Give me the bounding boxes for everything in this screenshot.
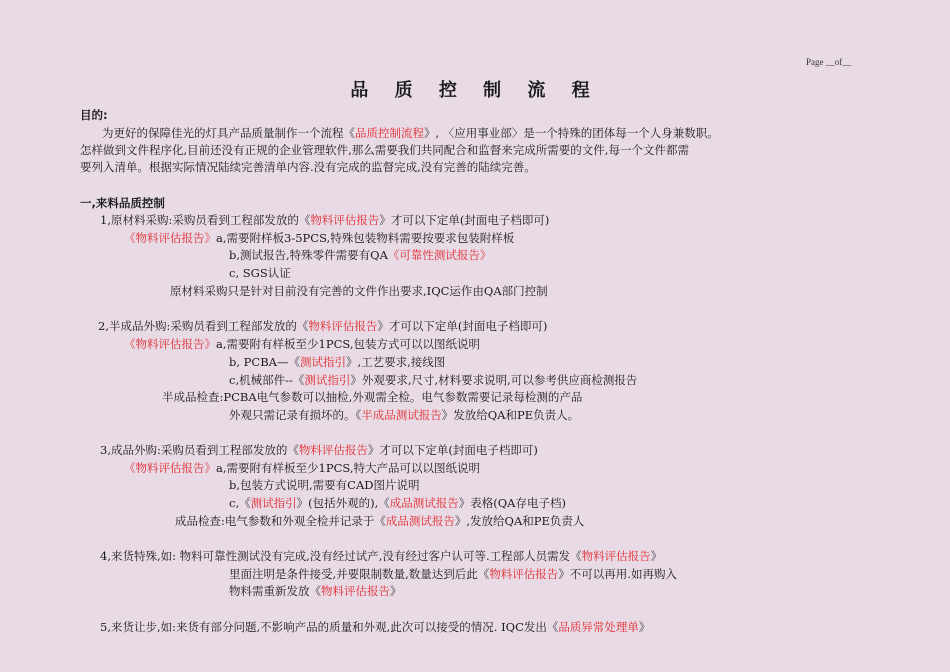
item1-line-5: 原材料采购只是针对目前没有完善的文件作出要求,IQC运作由QA部门控制 (170, 284, 548, 298)
item2-line-1: 2,半成品外购:采购员看到工程部发放的《物料评估报告》才可以下定单(封面电子档即可) (98, 319, 548, 333)
item1-line-1: 1,原材料采购:采购员看到工程部发放的《物料评估报告》才可以下定单(封面电子档即可) (100, 213, 550, 227)
purpose-line-3: 要列入清单。根据实际情况陆续完善清单内容.没有完成的监督完成,没有完善的陆续完善。 (80, 160, 536, 174)
item5-line-1: 5,来货让步,如:来货有部分问题,不影响产品的质量和外观,此次可以接受的情况. IQC发出《品质异常处理单》 (100, 620, 651, 634)
purpose-label: 目的: (80, 108, 108, 122)
item3-line-5: 成品检查:电气参数和外观全检并记录于《成品测试报告》,发放给QA和PE负责人 (175, 514, 585, 528)
document-title: 品 质 控 制 流 程 (350, 80, 600, 101)
item3-line-1: 3,成品外购:采购员看到工程部发放的《物料评估报告》才可以下定单(封面电子档即可) (100, 443, 538, 457)
purpose-line-1: 为更好的保障佳光的灯具产品质量制作一个流程《品质控制流程》, 〈应用事业部〉是一个特殊的团体每一个人身兼数职。 (102, 126, 719, 140)
item3-line-2: 《物料评估报告》a,需要附有样板至少1PCS,特大产品可以以图纸说明 (124, 461, 480, 475)
page-number: Page __of__ (806, 57, 852, 67)
item4-line-3: 物料需重新发放《物料评估报告》 (229, 584, 402, 598)
item2-line-6: 外观只需记录有损坏的。《半成品测试报告》发放给QA和PE负责人。 (229, 408, 580, 422)
item2-line-3: b, PCBA—《测试指引》,工艺要求,接线图 (229, 355, 446, 369)
item3-line-4: c,《测试指引》(包括外观的),《成品测试报告》表格(QA存电子档) (229, 496, 566, 510)
item1-line-3: b,测试报告,特殊零件需要有QA《可靠性测试报告》 (229, 248, 492, 262)
item2-line-5: 半成品检查:PCBA电气参数可以抽检,外观需全检。电气参数需要记录每检测的产品 (162, 390, 583, 404)
purpose-line-2: 怎样做到文件程序化,目前还没有正规的企业管理软件,那么需要我们共同配合和监督来完成所需要的文件,每一个文件都需 (80, 143, 689, 157)
section-heading: 一,来料品质控制 (80, 196, 165, 210)
item4-line-2: 里面注明是条件接受,并要限制数量,数量达到后此《物料评估报告》不可以再用.如再购入 (229, 567, 677, 581)
item4-line-1: 4,来货特殊,如: 物料可靠性测试没有完成,没有经过试产,没有经过客户认可等.工程部人员需发《物料评估报告》 (100, 549, 663, 563)
item1-line-2: 《物料评估报告》a,需要附样板3-5PCS,特殊包装物料需要按要求包装附样板 (124, 231, 515, 245)
item3-line-3: b,包装方式说明,需要有CAD图片说明 (229, 478, 420, 492)
item2-line-4: c,机械部件--《测试指引》外观要求,尺寸,材料要求说明,可以参考供应商检测报告 (229, 373, 638, 387)
item1-line-4: c, SGS认证 (229, 266, 291, 280)
item2-line-2: 《物料评估报告》a,需要附有样板至少1PCS,包装方式可以以图纸说明 (124, 337, 480, 351)
